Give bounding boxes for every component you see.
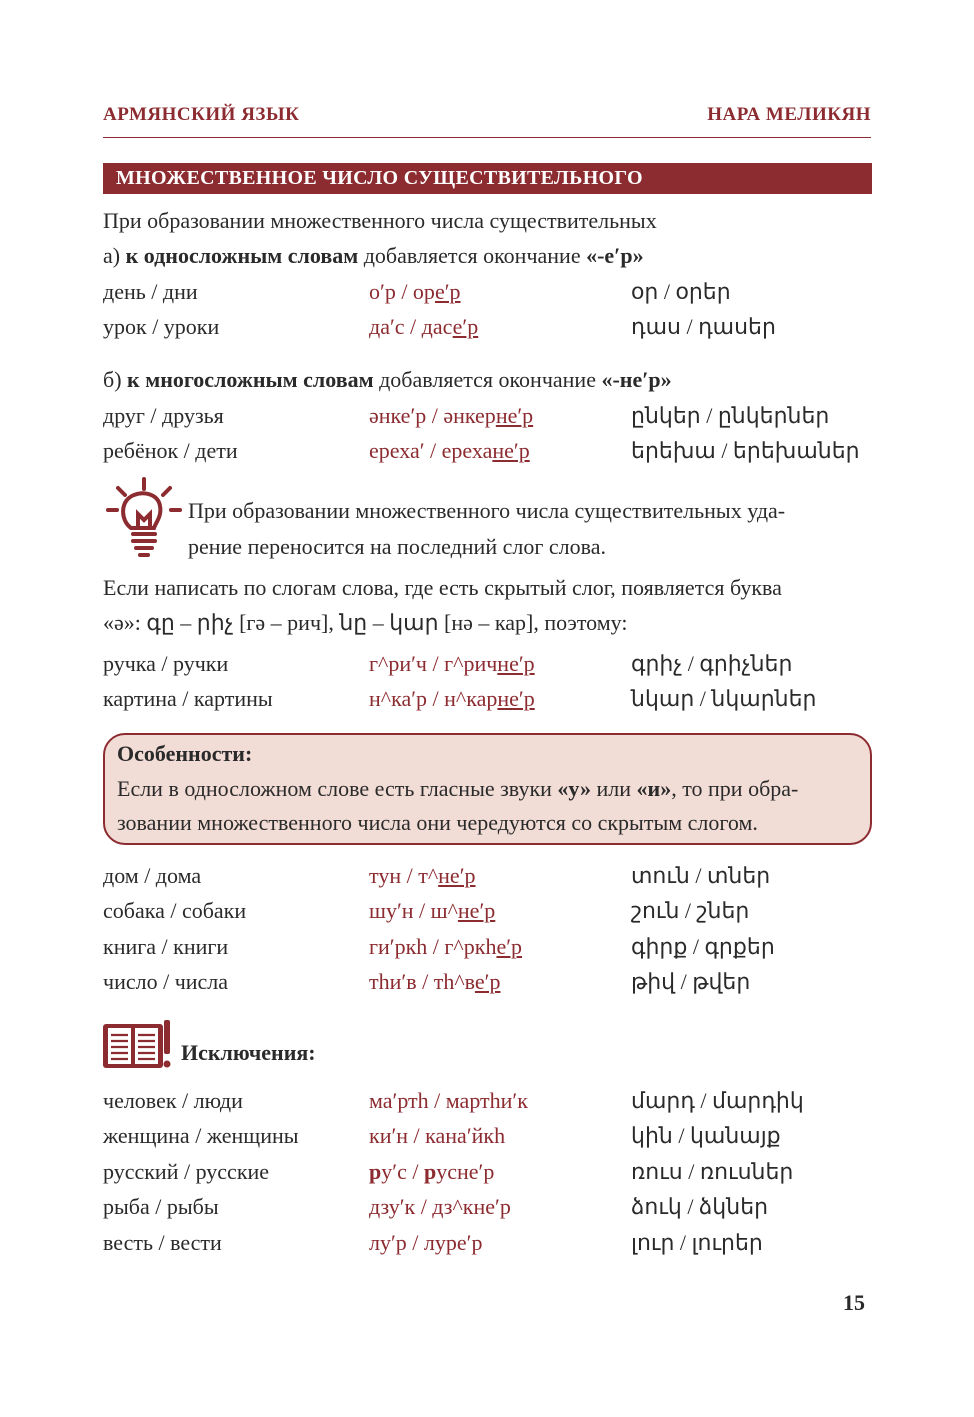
word-hy: կին / կանայք [631,1123,781,1148]
word-ru: друг / друзья [103,403,224,428]
word-ru: женщина / женщины [103,1123,299,1148]
word-ru: день / дни [103,279,198,304]
word-hy: թիվ / թվեր [631,969,751,994]
page-number: 15 [843,1290,865,1315]
hidden-syllable-line: Если написать по слогам слова, где есть скрытый слог, появляется буква [103,575,782,600]
word-ru: ручка / ручки [103,651,229,676]
word-ru: картина / картины [103,686,273,711]
word-hy: երեխա / երեխաներ [631,438,860,463]
section-title: МНОЖЕСТВЕННОЕ ЧИСЛО СУЩЕСТВИТЕЛЬНОГО [103,163,872,194]
word-transliteration: да′с / дасе′р [369,314,479,339]
word-ru: ребёнок / дети [103,438,238,463]
word-ru: число / числа [103,969,229,994]
word-ru: весть / вести [103,1230,222,1255]
word-ru: русский / русские [103,1159,270,1184]
features-title: Особенности: [117,741,253,766]
lightbulb-icon [104,476,184,560]
features-text: Если в односложном слове есть гласные звуки «у» или «и», то при обра- зовании множественного числа они чередуются со скрытым слогом. [117,776,799,835]
word-hy: գրիչ / գրիչներ [631,651,793,676]
hidden-syllable-line: «ә»: գը – րիչ [гә – рич], նը – կար [нә – кар], поэтому: [103,610,628,635]
running-header-right: НАРА МЕЛИКЯН [707,104,871,125]
word-hy: շուն / շներ [631,898,750,923]
word-transliteration: г^ри′ч / г^ричне′р [369,651,535,676]
note-line: рение переносится на последний слог слова. [188,534,606,559]
word-hy: նկար / նկարներ [631,686,817,711]
word-hy: ձուկ / ձկներ [631,1194,769,1219]
word-ru: собака / собаки [103,898,247,923]
word-ru: урок / уроки [103,314,220,339]
word-transliteration: әнке′р / әнкерне′р [369,403,534,428]
word-hy: օր / օրեր [631,279,731,304]
word-transliteration: ги′ркh / г^ркhе′р [369,934,523,959]
running-header-left: АРМЯНСКИЙ ЯЗЫК [103,104,300,125]
word-hy: գիրք / գրքեր [631,934,775,959]
word-transliteration: ру′с / русне′р [369,1159,495,1184]
word-ru: рыба / рыбы [103,1194,219,1219]
word-transliteration: н^ка′р / н^карне′р [369,686,535,711]
word-hy: ընկեր / ընկերներ [631,403,830,428]
intro-line: При образовании множественного числа существительных [103,208,657,233]
word-ru: человек / люди [103,1088,243,1113]
word-transliteration: тун / т^не′р [369,863,476,888]
word-transliteration: шу′н / ш^не′р [369,898,496,923]
word-hy: տուն / տներ [631,863,771,888]
word-ru: книга / книги [103,934,229,959]
word-hy: դաս / դասեր [631,314,776,339]
word-transliteration: лу′р / луре′р [369,1230,483,1255]
word-hy: մարդ / մարդիկ [631,1088,804,1113]
word-transliteration: тhи′в / тh^ве′р [369,969,501,994]
rule-a: а) к односложным словам добавляется окончание «-е′р» [103,243,644,268]
word-hy: լուր / լուրեր [631,1230,763,1255]
word-transliteration: дзу′к / дз^кне′р [369,1194,511,1219]
word-ru: дом / дома [103,863,202,888]
word-transliteration: ереха′ / ерехане′р [369,438,530,463]
word-transliteration: ма′ртh / мартhи′к [369,1088,528,1113]
header-divider [103,137,871,138]
word-transliteration: ки′н / кана′йкh [369,1123,506,1148]
exceptions-title: Исключения: [181,1040,316,1065]
book-icon [103,1020,171,1070]
rule-b: б) к многосложным словам добавляется окончание «-не′р» [103,367,672,392]
word-hy: ռուս / ռուսներ [631,1159,794,1184]
word-transliteration: о′р / оре′р [369,279,461,304]
note-line: При образовании множественного числа существительных уда- [188,498,786,523]
